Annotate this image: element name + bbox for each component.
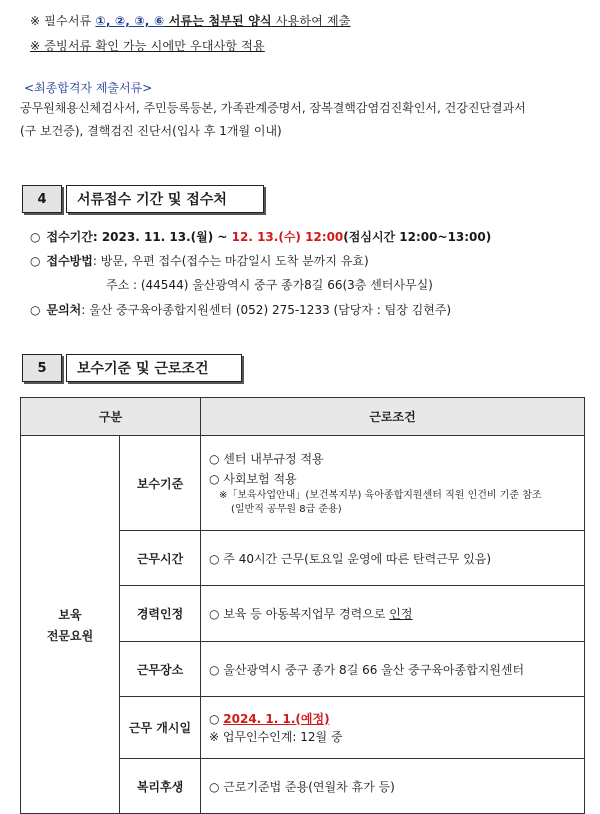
pay-item-2: ○ 사회보험 적용 xyxy=(209,472,297,486)
start-circle: ○ xyxy=(209,711,224,726)
period-end: 12. 13.(수) 12:00 xyxy=(231,230,344,244)
hours-value: ○ 주 40시간 근무(토요일 운영에 따른 탄력근무 있음) xyxy=(201,531,585,586)
table-row xyxy=(21,436,585,531)
final-docs-text xyxy=(20,97,585,143)
career-label: 경력인정 xyxy=(120,586,201,642)
final-docs-title: <최종합격자 제출서류> xyxy=(24,81,153,95)
pay-label: 보수기준 xyxy=(120,436,201,531)
pay-item-4: (일반직 공무원 8급 준용) xyxy=(231,504,342,515)
pay-cell xyxy=(201,436,585,531)
pay-item-1: ○ 센터 내부규정 적용 xyxy=(209,452,324,466)
final-docs-line2: (구 보건증), 결핵검진 진단서(입사 후 1개월 이내) xyxy=(20,124,282,138)
method-line: ○ 접수방법: 방문, 우편 접수(접수는 마감일시 도착 분까지 유효) xyxy=(30,254,369,268)
final-docs-line1: 공무원채용신체검사서, 주민등록등본, 가족관계증명서, 잠복결핵감염검진확인서, 건강진단결과서 xyxy=(20,101,526,115)
place-value: ○ 울산광역시 중구 종가 8길 66 울산 중구육아종합지원센터 xyxy=(201,642,585,697)
note-suffix: 사용하여 제출 xyxy=(271,14,351,28)
method-label: 접수방법 xyxy=(46,254,93,268)
note-circles: ①, ②, ③, ⑥ xyxy=(95,14,165,28)
start-label: 근무 개시일 xyxy=(120,697,201,759)
start-cell xyxy=(201,697,585,759)
section4-number: 4 xyxy=(22,185,62,213)
career-prefix: ○ 보육 등 아동복지업무 경력으로 xyxy=(209,607,390,621)
note-bold: 서류는 첨부된 양식 xyxy=(164,14,272,28)
career-cell xyxy=(201,586,585,642)
group-line2: 전문요원 xyxy=(46,628,94,643)
address-line: 주소 : (44544) 울산광역시 중구 종가8길 66(3층 센터사무실) xyxy=(106,278,433,292)
method-value: : 방문, 우편 접수(접수는 마감일시 도착 분까지 유효) xyxy=(92,254,369,268)
place-label: 근무장소 xyxy=(120,642,201,697)
note-preferred-text: ※ 증빙서류 확인 가능 시에만 우대사항 적용 xyxy=(30,39,265,53)
header-conditions: 근로조건 xyxy=(201,398,585,436)
group-cell xyxy=(21,436,120,814)
section5-number: 5 xyxy=(22,354,62,382)
group-line1: 보육 xyxy=(58,607,82,622)
pay-item-3: ※「보육사업안내」(보건복지부) 육아종합지원센터 직원 인건비 기준 참조 xyxy=(219,490,542,501)
welfare-label: 복리후생 xyxy=(120,759,201,814)
period-start: : 2023. 11. 13.(월) ~ xyxy=(92,230,232,244)
section5-title: 보수기준 및 근로조건 xyxy=(66,354,242,382)
table-header-row xyxy=(21,398,585,436)
period-line: ○ 접수기간: 2023. 11. 13.(월) ~ 12. 13.(수) 12:00(점심시간 12:00~13:00) xyxy=(30,230,492,244)
note-prefix: ※ 필수서류 xyxy=(30,14,96,28)
contact-label: 문의처 xyxy=(46,303,82,317)
note-preferred xyxy=(30,37,265,54)
period-note: (점심시간 12:00~13:00) xyxy=(343,230,492,244)
hours-label: 근무시간 xyxy=(120,531,201,586)
start-note: ※ 업무인수인계: 12월 중 xyxy=(209,729,343,744)
work-conditions-table xyxy=(20,397,585,814)
start-date: 2024. 1. 1.(예정) xyxy=(223,711,330,726)
contact-value: : 울산 중구육아종합지원센터 (052) 275-1233 (담당자 : 팀장 김현주) xyxy=(81,303,452,317)
period-label: 접수기간 xyxy=(46,230,93,244)
welfare-value: ○ 근로기준법 준용(연월차 휴가 등) xyxy=(201,759,585,814)
section4-title: 서류접수 기간 및 접수처 xyxy=(66,185,264,213)
note-required-docs xyxy=(30,12,351,29)
header-gubun: 구분 xyxy=(21,398,201,436)
contact-line: ○ 문의처: 울산 중구육아종합지원센터 (052) 275-1233 (담당자 : 팀장 김현주) xyxy=(30,303,452,317)
career-underlined: 인정 xyxy=(389,607,413,621)
